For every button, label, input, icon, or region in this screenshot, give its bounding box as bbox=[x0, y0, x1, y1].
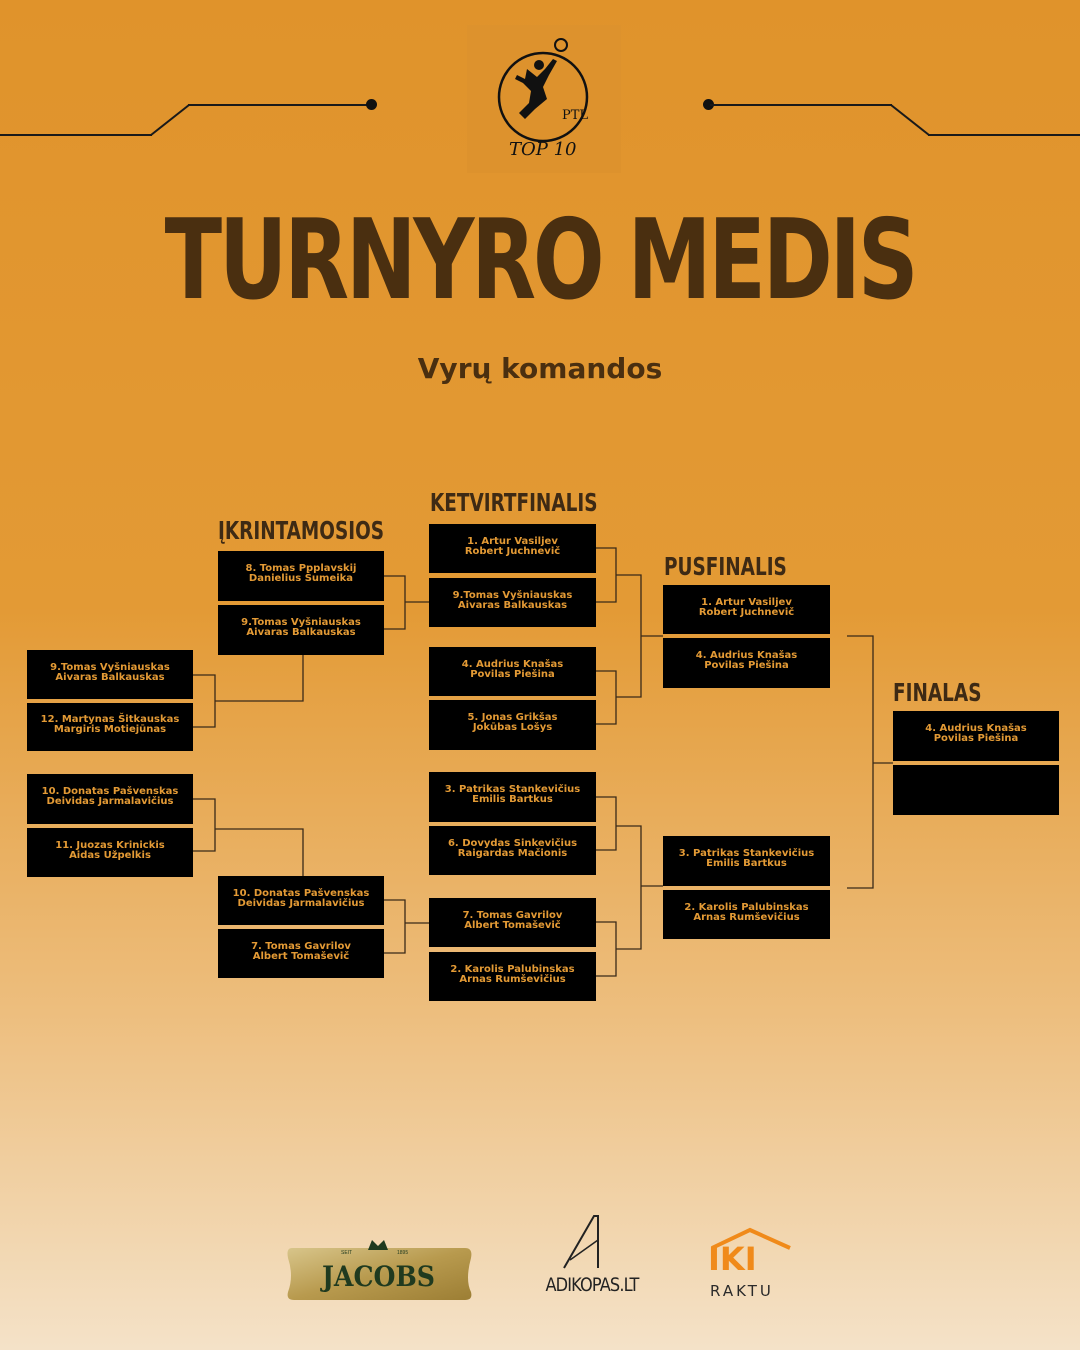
team-line: Povilas Piešina bbox=[704, 660, 789, 671]
team-line: 9.Tomas Vyšniauskas bbox=[452, 589, 573, 601]
team-box-r2-b2 bbox=[218, 929, 384, 978]
iki-raktu-logo bbox=[706, 1226, 796, 1300]
team-line: Raigardas Mačionis bbox=[457, 847, 568, 859]
team-line: 4. Audrius Knašas bbox=[925, 723, 1027, 734]
team-line: Deividas Jarmalavičius bbox=[46, 796, 174, 807]
logo-badge-text: TOP 10 bbox=[509, 139, 577, 160]
team-box-qf-7 bbox=[429, 898, 596, 947]
team-box-r2-b1 bbox=[218, 876, 384, 925]
team-line: Emilis Bartkus bbox=[472, 794, 553, 805]
jacobs-logo bbox=[284, 1236, 473, 1302]
team-line: Margiris Motiejūnas bbox=[53, 724, 167, 735]
team-line: Aivaras Balkauskas bbox=[457, 599, 568, 611]
team-line: 8. Tomas Ppplavskij bbox=[245, 563, 357, 574]
team-line: Danielius Šumeika bbox=[248, 573, 354, 584]
team-box-qf-4 bbox=[429, 700, 596, 750]
team-box-sf-4 bbox=[663, 890, 830, 939]
adikopas-text: ADIKOPAS.LT bbox=[545, 1274, 639, 1296]
team-line: 10. Donatas Pašvenskas bbox=[232, 887, 370, 899]
team-box-sf-2 bbox=[663, 638, 830, 688]
team-line: Robert Juchnevič bbox=[698, 606, 795, 618]
team-box-qf-6 bbox=[429, 826, 596, 875]
team-line: 2. Karolis Palubinskas bbox=[450, 963, 575, 975]
team-line: Aivaras Balkauskas bbox=[246, 627, 356, 638]
jacobs-name-text: JACOBS bbox=[321, 1260, 435, 1293]
team-line: Arnas Rumševičius bbox=[459, 973, 566, 985]
team-line: Deividas Jarmalavičius bbox=[237, 897, 365, 909]
team-box-qf-3 bbox=[429, 647, 596, 696]
team-line: 7. Tomas Gavrilov bbox=[251, 940, 351, 952]
iki-text: IKI bbox=[708, 1240, 757, 1278]
team-box-final-2 bbox=[893, 765, 1059, 815]
team-box-sf-1 bbox=[663, 585, 830, 634]
team-box-qf-2 bbox=[429, 578, 596, 627]
team-line: 7. Tomas Gavrilov bbox=[462, 909, 563, 921]
team-line: 3. Patrikas Stankevičius bbox=[678, 848, 815, 859]
team-box-final-1 bbox=[893, 711, 1059, 761]
team-box-r2-a1 bbox=[218, 551, 384, 601]
logo-org-text: PTL bbox=[562, 108, 589, 123]
team-box-r1-b1 bbox=[27, 774, 193, 824]
team-line: Robert Juchnevič bbox=[464, 545, 561, 557]
team-line: 5. Jonas Grikšas bbox=[467, 712, 558, 723]
stage-label-semifinal: PUSFINALIS bbox=[664, 552, 787, 581]
stage-label-final: FINALAS bbox=[893, 678, 982, 707]
team-line: Arnas Rumševičius bbox=[693, 911, 800, 923]
adikopas-mark-icon bbox=[530, 1210, 654, 1272]
team-box-r1-a2 bbox=[27, 703, 193, 751]
team-line: 9.Tomas Vyšniauskas bbox=[50, 661, 170, 673]
team-line: 9.Tomas Vyšniauskas bbox=[241, 617, 361, 628]
team-line: 1. Artur Vasiljev bbox=[467, 535, 558, 547]
team-line: Aivaras Balkauskas bbox=[55, 671, 165, 683]
team-line: 10. Donatas Pašvenskas bbox=[41, 786, 179, 797]
team-line: 6. Dovydas Sinkevičius bbox=[447, 837, 578, 849]
adikopas-logo bbox=[530, 1210, 654, 1300]
team-line: 11. Juozas Krinickis bbox=[55, 839, 165, 851]
team-line: Jokūbas Lošys bbox=[472, 722, 553, 733]
team-line: 4. Audrius Knašas bbox=[461, 658, 564, 670]
team-box-r1-a1 bbox=[27, 650, 193, 699]
team-line: Aidas Užpelkis bbox=[69, 849, 151, 861]
team-line: Albert Tomaševič bbox=[464, 919, 561, 931]
jacobs-est-text: SEIT bbox=[341, 1250, 353, 1256]
team-line: 3. Patrikas Stankevičius bbox=[444, 784, 581, 795]
team-line: Albert Tomaševič bbox=[252, 950, 350, 962]
team-box-sf-3 bbox=[663, 836, 830, 886]
team-box-qf-5 bbox=[429, 772, 596, 822]
team-line: Povilas Piešina bbox=[470, 668, 555, 680]
page-subtitle: Vyrų komandos bbox=[417, 352, 663, 385]
team-line: 2. Karolis Palubinskas bbox=[684, 901, 809, 913]
team-line: 12. Martynas Šitkauskas bbox=[40, 714, 180, 725]
page-title: TURNYRO MEDIS bbox=[164, 196, 916, 325]
team-line: 1. Artur Vasiljev bbox=[701, 596, 792, 608]
team-box-qf-8 bbox=[429, 952, 596, 1001]
raktu-text: RAKTU bbox=[710, 1282, 774, 1300]
jacobs-year-text: 1895 bbox=[397, 1250, 409, 1256]
team-box-r1-b2 bbox=[27, 828, 193, 877]
team-line: 4. Audrius Knašas bbox=[695, 650, 798, 661]
team-line: Emilis Bartkus bbox=[706, 858, 787, 869]
stage-label-play-in: ĮKRINTAMOSIOS bbox=[218, 516, 385, 545]
team-box-r2-a2 bbox=[218, 605, 384, 655]
stage-label-quarterfinal: KETVIRTFINALIS bbox=[430, 488, 598, 517]
team-line: Povilas Piešina bbox=[933, 733, 1019, 744]
team-box-qf-1 bbox=[429, 524, 596, 573]
